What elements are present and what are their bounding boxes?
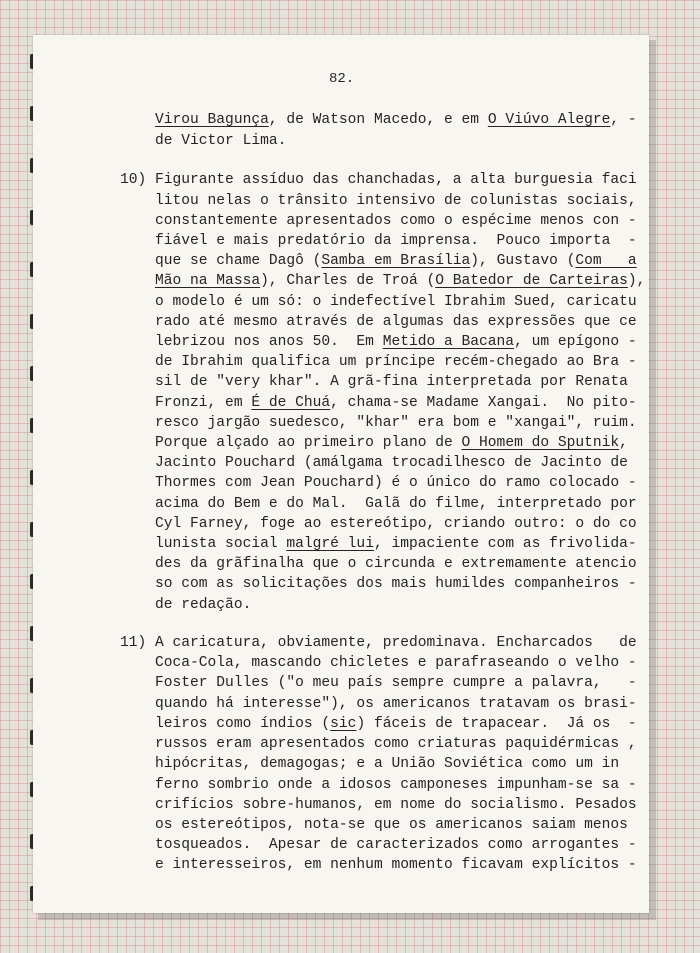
film-title: O Batedor de Carteiras	[435, 273, 628, 289]
note10-line: Fronzi, em É de Chuá, chama-se Madame Xangai. No pito-	[155, 395, 637, 411]
note10-line: litou nelas o trânsito intensivo de colunistas sociais,	[155, 193, 637, 209]
note10-line: Figurante assíduo das chanchadas, a alta burguesia faci	[155, 172, 637, 188]
note11-line: Foster Dulles ("o meu país sempre cumpre a palavra, -	[155, 675, 637, 691]
film-title: É de Chuá	[251, 395, 331, 411]
note10-line: o modelo é um só: o indefectível Ibrahim Sued, caricatu	[155, 294, 637, 310]
note11-line: Coca-Cola, mascando chicletes e parafraseando o velho -	[155, 655, 637, 671]
film-title: Com a	[575, 253, 637, 269]
film-title: Samba em Brasília	[321, 253, 471, 269]
film-title: Mão na Massa	[155, 273, 261, 289]
note10-line: de redação.	[155, 597, 252, 613]
note10-line: constantemente apresentados como o espécime menos con -	[155, 213, 637, 229]
note10-line: lebrizou nos anos 50. Em Metido a Bacana, um epígono -	[155, 334, 637, 350]
film-title: Virou Bagunça	[155, 112, 269, 128]
note10-line: sil de "very khar". A grã-fina interpretada por Renata	[155, 374, 628, 390]
foreign-phrase: malgré lui	[286, 536, 374, 552]
note10-line: Porque alçado ao primeiro plano de O Homem do Sputnik,	[155, 435, 628, 451]
note10-line: acima do Bem e do Mal. Galã do filme, interpretado por	[155, 496, 637, 512]
note10-line: so com as solicitações dos mais humildes companheiros -	[155, 576, 637, 592]
note10-line: fiável e mais predatório da imprensa. Pouco importa -	[155, 233, 637, 249]
note10-line: resco jargão suedesco, "khar" era bom e "xangai", ruim.	[155, 415, 637, 431]
film-title: Metido a Bacana	[382, 334, 515, 350]
note11-line: os estereótipos, nota-se que os americanos saiam menos	[155, 817, 628, 833]
page-number: 82.	[329, 71, 355, 87]
footnote-number: 10)	[120, 172, 147, 188]
note11-line: e interesseiros, em nenhum momento ficavam explícitos -	[155, 857, 637, 873]
note11-line: leiros como índios (sic) fáceis de trapacear. Já os -	[155, 716, 637, 732]
note11-line: A caricatura, obviamente, predominava. Encharcados de	[155, 635, 637, 651]
note10-line: des da grãfinalha que o circunda e extremamente atencio	[155, 556, 637, 572]
footnote-number: 11)	[120, 635, 147, 651]
note10-line: Thormes com Jean Pouchard) é o único do ramo colocado -	[155, 475, 637, 491]
note10-line: Cyl Farney, foge ao estereótipo, criando outro: o do co	[155, 516, 637, 532]
note11-line: crifícios sobre-humanos, em nome do socialismo. Pesados	[155, 797, 637, 813]
note11-line: tosqueados. Apesar de caracterizados como arrogantes -	[155, 837, 637, 853]
note10-line: rado até mesmo através de algumas das expressões que ce	[155, 314, 637, 330]
note10-line: que se chame Dagô (Samba em Brasília), Gustavo (Com a	[155, 253, 637, 269]
note10-line: Mão na Massa), Charles de Troá (O Batedor de Carteiras),	[155, 273, 646, 289]
intro-line: de Victor Lima.	[155, 133, 287, 149]
note11-line: hipócritas, demagogas; e a União Soviética como um in	[155, 756, 620, 772]
note10-line: Jacinto Pouchard (amálgama trocadilhesco de Jacinto de	[155, 455, 628, 471]
note11-line: ferno sombrio onde a idosos camponeses impunham-se sa -	[155, 777, 637, 793]
film-title: O Homem do Sputnik	[461, 435, 620, 451]
film-title: O Viúvo Alegre	[487, 112, 611, 128]
intro-line: Virou Bagunça, de Watson Macedo, e em O Viúvo Alegre, -	[155, 112, 637, 128]
note10-line: de Ibrahim qualifica um príncipe recém-chegado ao Bra -	[155, 354, 637, 370]
note11-line: russos eram apresentados como criaturas paquidérmicas ,	[155, 736, 637, 752]
note11-line: quando há interesse"), os americanos tratavam os brasi-	[155, 696, 637, 712]
note10-line: lunista social malgré lui, impaciente com as frivolida-	[155, 536, 637, 552]
sic-marker: sic	[330, 716, 357, 732]
